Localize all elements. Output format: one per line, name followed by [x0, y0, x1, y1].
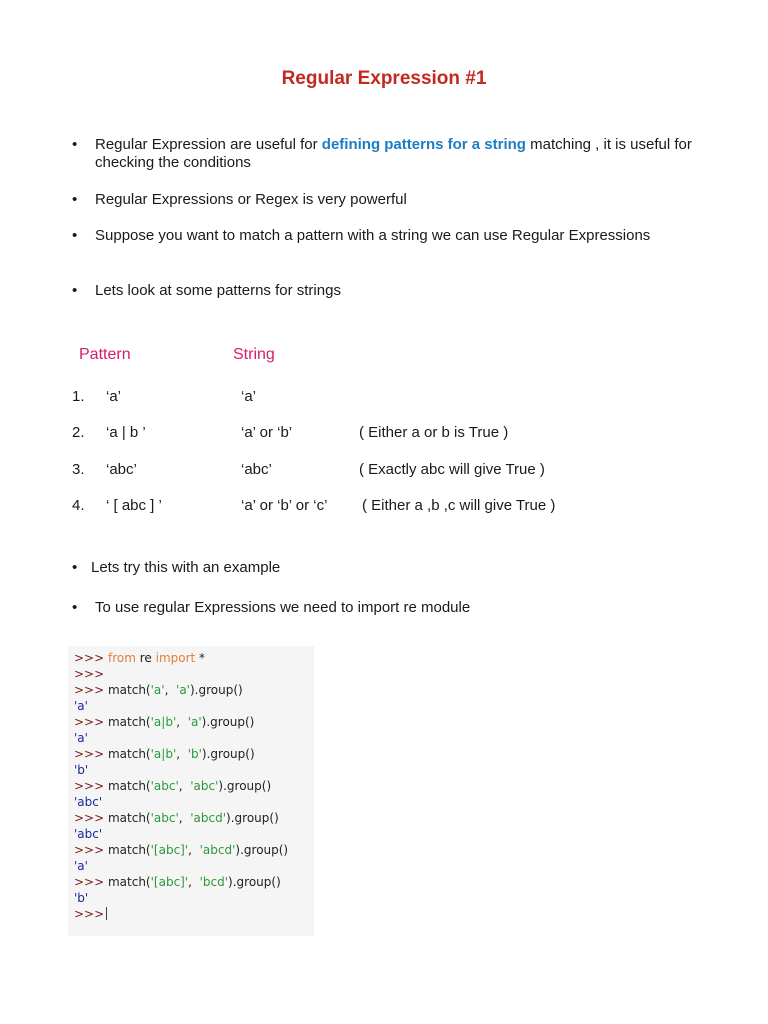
- pattern-arg: 'a': [150, 683, 165, 697]
- pattern-arg: 'abc': [150, 811, 179, 825]
- arg-separator: ,: [176, 715, 188, 729]
- bullet-text: Lets look at some patterns for strings: [95, 282, 341, 299]
- row-number: 2.: [72, 424, 85, 441]
- pattern-column-header: Pattern: [79, 346, 131, 363]
- code-line: [74, 714, 314, 730]
- bullet-text: Regular Expressions or Regex is very powerful: [95, 191, 407, 208]
- group-call: ).group(): [226, 811, 279, 825]
- code-line: [74, 746, 314, 762]
- function-call: match(: [107, 875, 151, 889]
- keyword-from: from: [107, 651, 136, 665]
- row-pattern: ‘ [ abc ] ’: [106, 497, 162, 514]
- string-arg: 'a': [176, 683, 190, 697]
- bullet-symbol: •: [72, 559, 78, 576]
- prompt: >>>: [74, 843, 108, 857]
- group-call: ).group(): [189, 683, 243, 697]
- row-number: 4.: [72, 497, 85, 514]
- code-line: [74, 810, 314, 826]
- arg-separator: ,: [178, 779, 191, 793]
- row-pattern: ‘a’: [106, 388, 122, 405]
- code-output: 'abc': [74, 795, 103, 809]
- row-number: 3.: [72, 461, 85, 478]
- row-number: 1.: [72, 388, 85, 405]
- code-screenshot: [68, 646, 314, 936]
- bullet-symbol: •: [72, 282, 78, 299]
- pattern-arg: 'a|b': [150, 747, 177, 761]
- prompt: >>>: [74, 907, 105, 921]
- bullet-item: [72, 559, 712, 577]
- string-arg: 'abcd': [199, 843, 236, 857]
- code-line: [74, 906, 314, 922]
- module-name: re: [135, 651, 156, 665]
- function-call: match(: [107, 843, 151, 857]
- bullet-text-end: matching , it is useful for checking the conditions: [95, 136, 692, 171]
- prompt: >>>: [74, 683, 108, 697]
- bullet-symbol: •: [72, 599, 78, 616]
- function-call: match(: [107, 811, 151, 825]
- string-arg: 'abcd': [190, 811, 227, 825]
- row-string: ‘a’ or ‘b’ or ‘c’: [241, 497, 328, 514]
- bullet-text: [72, 136, 712, 172]
- highlighted-phrase: defining patterns for a string: [321, 136, 526, 153]
- code-calls: [74, 682, 314, 906]
- bullet-symbol: •: [72, 227, 78, 244]
- prompt: >>>: [74, 651, 108, 665]
- row-pattern: ‘abc’: [106, 461, 137, 478]
- code-output: 'b': [74, 763, 89, 777]
- group-call: ).group(): [235, 843, 289, 857]
- arg-separator: ,: [176, 747, 188, 761]
- group-call: ).group(): [201, 747, 255, 761]
- row-note: ( Either a ,b ,c will give True ): [362, 497, 556, 514]
- import-star: *: [195, 651, 206, 665]
- code-line: >>>: [74, 667, 105, 681]
- group-call: ).group(): [201, 715, 255, 729]
- prompt: >>>: [74, 747, 108, 761]
- bullet-symbol: •: [72, 136, 78, 153]
- row-string: ‘a’ or ‘b’: [241, 424, 293, 441]
- page-title: Regular Expression #1: [281, 68, 487, 89]
- bullet-item: [72, 227, 712, 245]
- bullet-symbol: •: [72, 191, 78, 208]
- code-line: [74, 778, 314, 794]
- arg-separator: ,: [188, 843, 200, 857]
- string-column-header: String: [233, 346, 275, 363]
- code-line: [74, 650, 314, 666]
- bullet-item: [72, 136, 712, 172]
- arg-separator: ,: [188, 875, 200, 889]
- bullet-item: [72, 191, 712, 209]
- row-note: ( Exactly abc will give True ): [359, 461, 545, 478]
- text-cursor: [106, 907, 107, 920]
- pattern-arg: 'abc': [150, 779, 179, 793]
- bullet-item: [72, 599, 712, 617]
- pattern-arg: '[abc]': [150, 875, 189, 889]
- prompt: >>>: [74, 811, 108, 825]
- code-line: [74, 682, 314, 698]
- row-note: ( Either a or b is True ): [359, 424, 509, 441]
- string-arg: 'a': [187, 715, 202, 729]
- row-pattern: ‘a | b ’: [106, 424, 146, 441]
- prompt: >>>: [74, 875, 108, 889]
- string-arg: 'b': [187, 747, 202, 761]
- code-output: 'abc': [74, 827, 103, 841]
- group-call: ).group(): [218, 779, 272, 793]
- function-call: match(: [107, 747, 151, 761]
- bullet-text: Suppose you want to match a pattern with a string we can use Regular Expressions: [95, 227, 651, 244]
- code-output: 'b': [74, 891, 89, 905]
- prompt: >>>: [74, 779, 108, 793]
- function-call: match(: [107, 715, 151, 729]
- group-call: ).group(): [228, 875, 281, 889]
- pattern-arg: '[abc]': [150, 843, 189, 857]
- row-string: ‘abc’: [241, 461, 272, 478]
- code-output: 'a': [74, 699, 88, 713]
- row-string: ‘a’: [241, 388, 257, 405]
- bullet-item: [72, 282, 712, 300]
- arg-separator: ,: [178, 811, 191, 825]
- function-call: match(: [107, 683, 151, 697]
- pattern-arg: 'a|b': [150, 715, 177, 729]
- function-call: match(: [107, 779, 151, 793]
- bullet-text: Lets try this with an example: [91, 559, 281, 576]
- prompt: >>>: [74, 715, 108, 729]
- code-line: [74, 842, 314, 858]
- bullet-text-start: Regular Expression are useful for: [95, 136, 322, 153]
- string-arg: 'abc': [190, 779, 219, 793]
- arg-separator: ,: [164, 683, 177, 697]
- keyword-import: import: [155, 651, 196, 665]
- string-arg: 'bcd': [199, 875, 229, 889]
- code-output: 'a': [74, 731, 88, 745]
- bullet-text: To use regular Expressions we need to import re module: [95, 599, 471, 616]
- code-line: [74, 874, 314, 890]
- code-output: 'a': [74, 859, 88, 873]
